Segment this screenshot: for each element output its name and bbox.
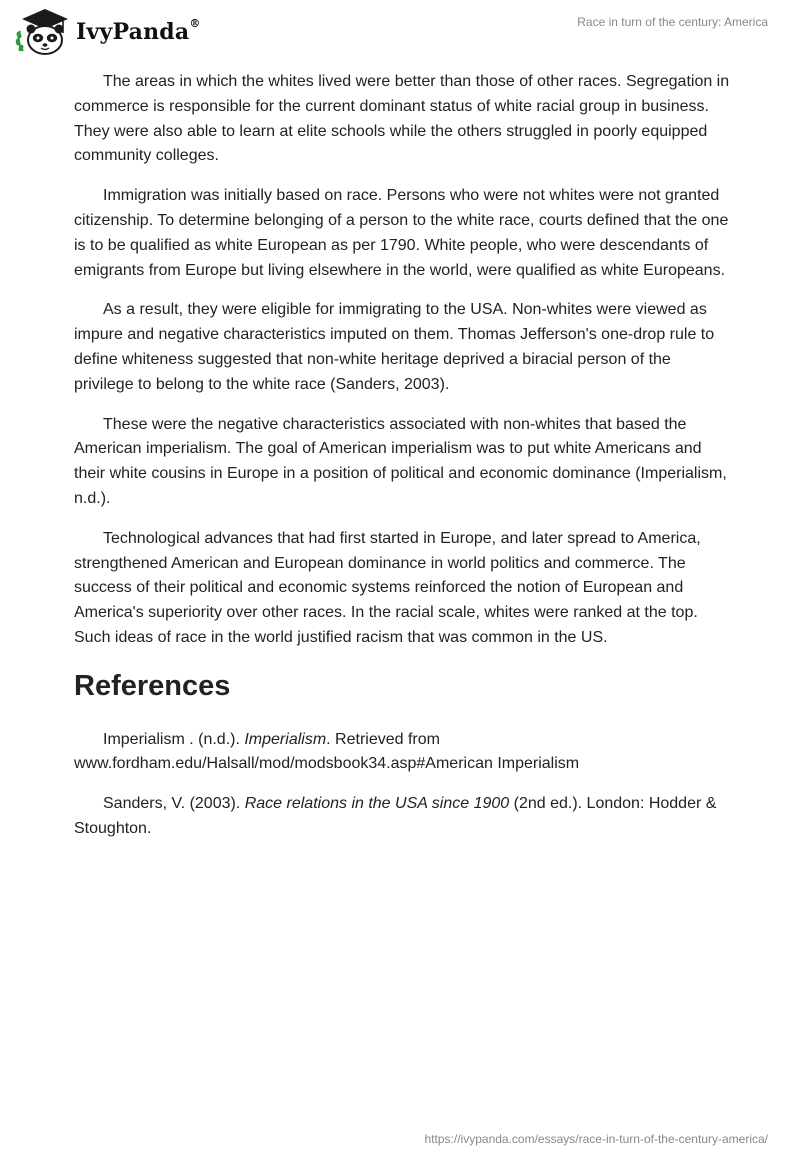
body-paragraph: Immigration was initially based on race. Persons who were not whites were not granted citizenship. To determine belonging of a person to the white race, courts defined that the one is to be qualified as white European as per 1790. White people, who were descendants of emigrants from Europe but living elsewhere in the world, were qualified as white Europeans. <box>74 187 729 279</box>
references-heading: References <box>74 669 231 702</box>
reference-entry: Imperialism . (n.d.). Imperialism. Retrieved from www.fordham.edu/Halsall/mod/modsbook34.asp#American Imperialism <box>74 730 580 773</box>
page-header <box>0 0 800 70</box>
body-paragraph: The areas in which the whites lived were better than those of other races. Segregation in commerce is responsible for the current dominant status of white racial group in business. They were also able to learn at elite schools while the others struggled in poorly equipped community colleges. <box>74 73 730 165</box>
body-paragraph: As a result, they were eligible for immigrating to the USA. Non-whites were viewed as impure and negative characteristics imputed on them. Thomas Jefferson's one-drop rule to define whiteness suggested that non-white heritage deprived a biracial person of the privilege to belong to the white race (Sanders, 2003). <box>74 301 715 393</box>
essay-body <box>74 70 734 857</box>
body-paragraph: Technological advances that had first started in Europe, and later spread to America, strengthened American and European dominance in world politics and commerce. The success of their political and economic systems reinforced the notion of European and America's superiority over other races. In the racial scale, whites were ranked at the top. Such ideas of race in the world justified racism that was common in the US. <box>74 529 701 646</box>
source-url[interactable]: https://ivypanda.com/essays/race-in-turn-of-the-century-america/ <box>424 1132 768 1146</box>
body-paragraph: These were the negative characteristics associated with non-whites that based the American imperialism. The goal of American imperialism was to put white Americans and their white cousins in Europe in a position of political and economic dominance (Imperialism, n.d.). <box>74 415 727 507</box>
logo-wordmark: IvyPanda® <box>76 17 201 45</box>
panda-graduate-icon <box>14 7 74 57</box>
document-title: Race in turn of the century: America <box>577 15 768 29</box>
reference-entry: Sanders, V. (2003). Race relations in the USA since 1900 (2nd ed.). London: Hodder & Stoughton. <box>74 795 717 838</box>
ivypanda-logo[interactable] <box>14 7 201 57</box>
